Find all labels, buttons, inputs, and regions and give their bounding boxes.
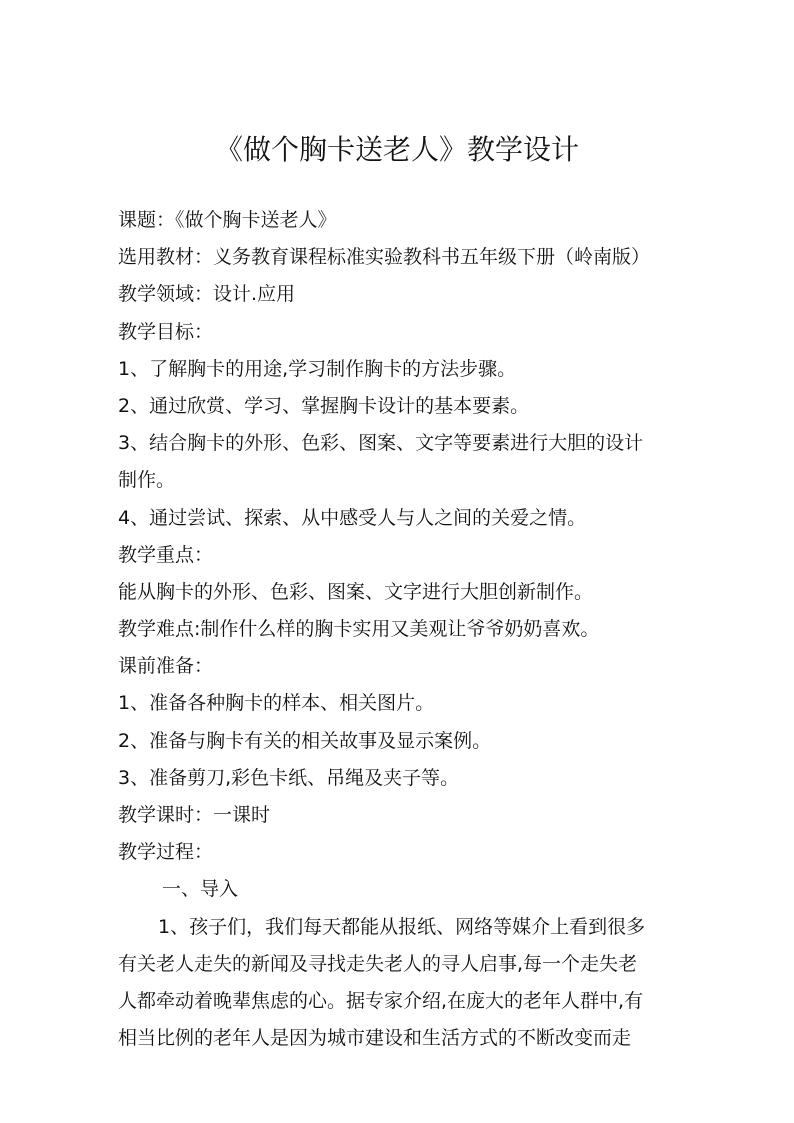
goal-item-4: 4、通过尝试、探索、从中感受人与人之间的关爱之情。 — [118, 506, 587, 529]
key-points-heading: 教学重点： — [118, 543, 214, 566]
introduction-paragraph-line-2: 有关老人走失的新闻及寻找走失老人的寻人启事,每一个走失老 — [118, 952, 638, 975]
teaching-process-heading: 教学过程： — [118, 841, 214, 864]
preparation-item-1: 1、准备各种胸卡的样本、相关图片。 — [118, 692, 435, 715]
preparation-item-3: 3、准备剪刀,彩色卡纸、吊绳及夹子等。 — [118, 766, 460, 789]
document-body — [118, 202, 678, 1057]
textbook-line: 选用教材：义务教育课程标准实验教科书五年级下册（岭南版） — [118, 246, 651, 269]
class-hours-line: 教学课时：一课时 — [118, 804, 271, 826]
teaching-domain-line: 教学领域：设计.应用 — [118, 283, 296, 306]
introduction-paragraph-line-3: 人都牵动着晚辈焦虑的心。据专家介绍,在庞大的老年人群中,有 — [118, 989, 644, 1012]
preparation-heading: 课前准备： — [118, 655, 214, 678]
goal-item-1: 1、了解胸卡的用途,学习制作胸卡的方法步骤。 — [118, 357, 517, 380]
document-title: 《做个胸卡送老人》教学设计 — [214, 133, 579, 166]
teaching-goals-heading: 教学目标： — [118, 320, 214, 343]
introduction-paragraph-line-1: 1、孩子们，我们每天都能从报纸、网络等媒介上看到很多 — [158, 915, 646, 938]
introduction-paragraph-line-4: 相当比例的老年人是因为城市建设和生活方式的不断改变而走 — [118, 1027, 632, 1050]
key-points-text: 能从胸卡的外形、色彩、图案、文字进行大胆创新制作。 — [118, 580, 594, 603]
difficult-points-line: 教学难点:制作什么样的胸卡实用又美观让爷爷奶奶喜欢。 — [118, 618, 600, 641]
goal-item-3: 3、结合胸卡的外形、色彩、图案、文字等要素进行大胆的设计 — [118, 432, 644, 455]
goal-item-2: 2、通过欣赏、学习、掌握胸卡设计的基本要素。 — [118, 394, 530, 417]
section-introduction-heading: 一、导入 — [162, 878, 239, 901]
goal-item-3-continuation: 制作。 — [118, 469, 176, 492]
lesson-topic-line: 课题：《做个胸卡送老人》 — [118, 209, 337, 231]
preparation-item-2: 2、准备与胸卡有关的相关故事及显示案例。 — [118, 729, 492, 752]
